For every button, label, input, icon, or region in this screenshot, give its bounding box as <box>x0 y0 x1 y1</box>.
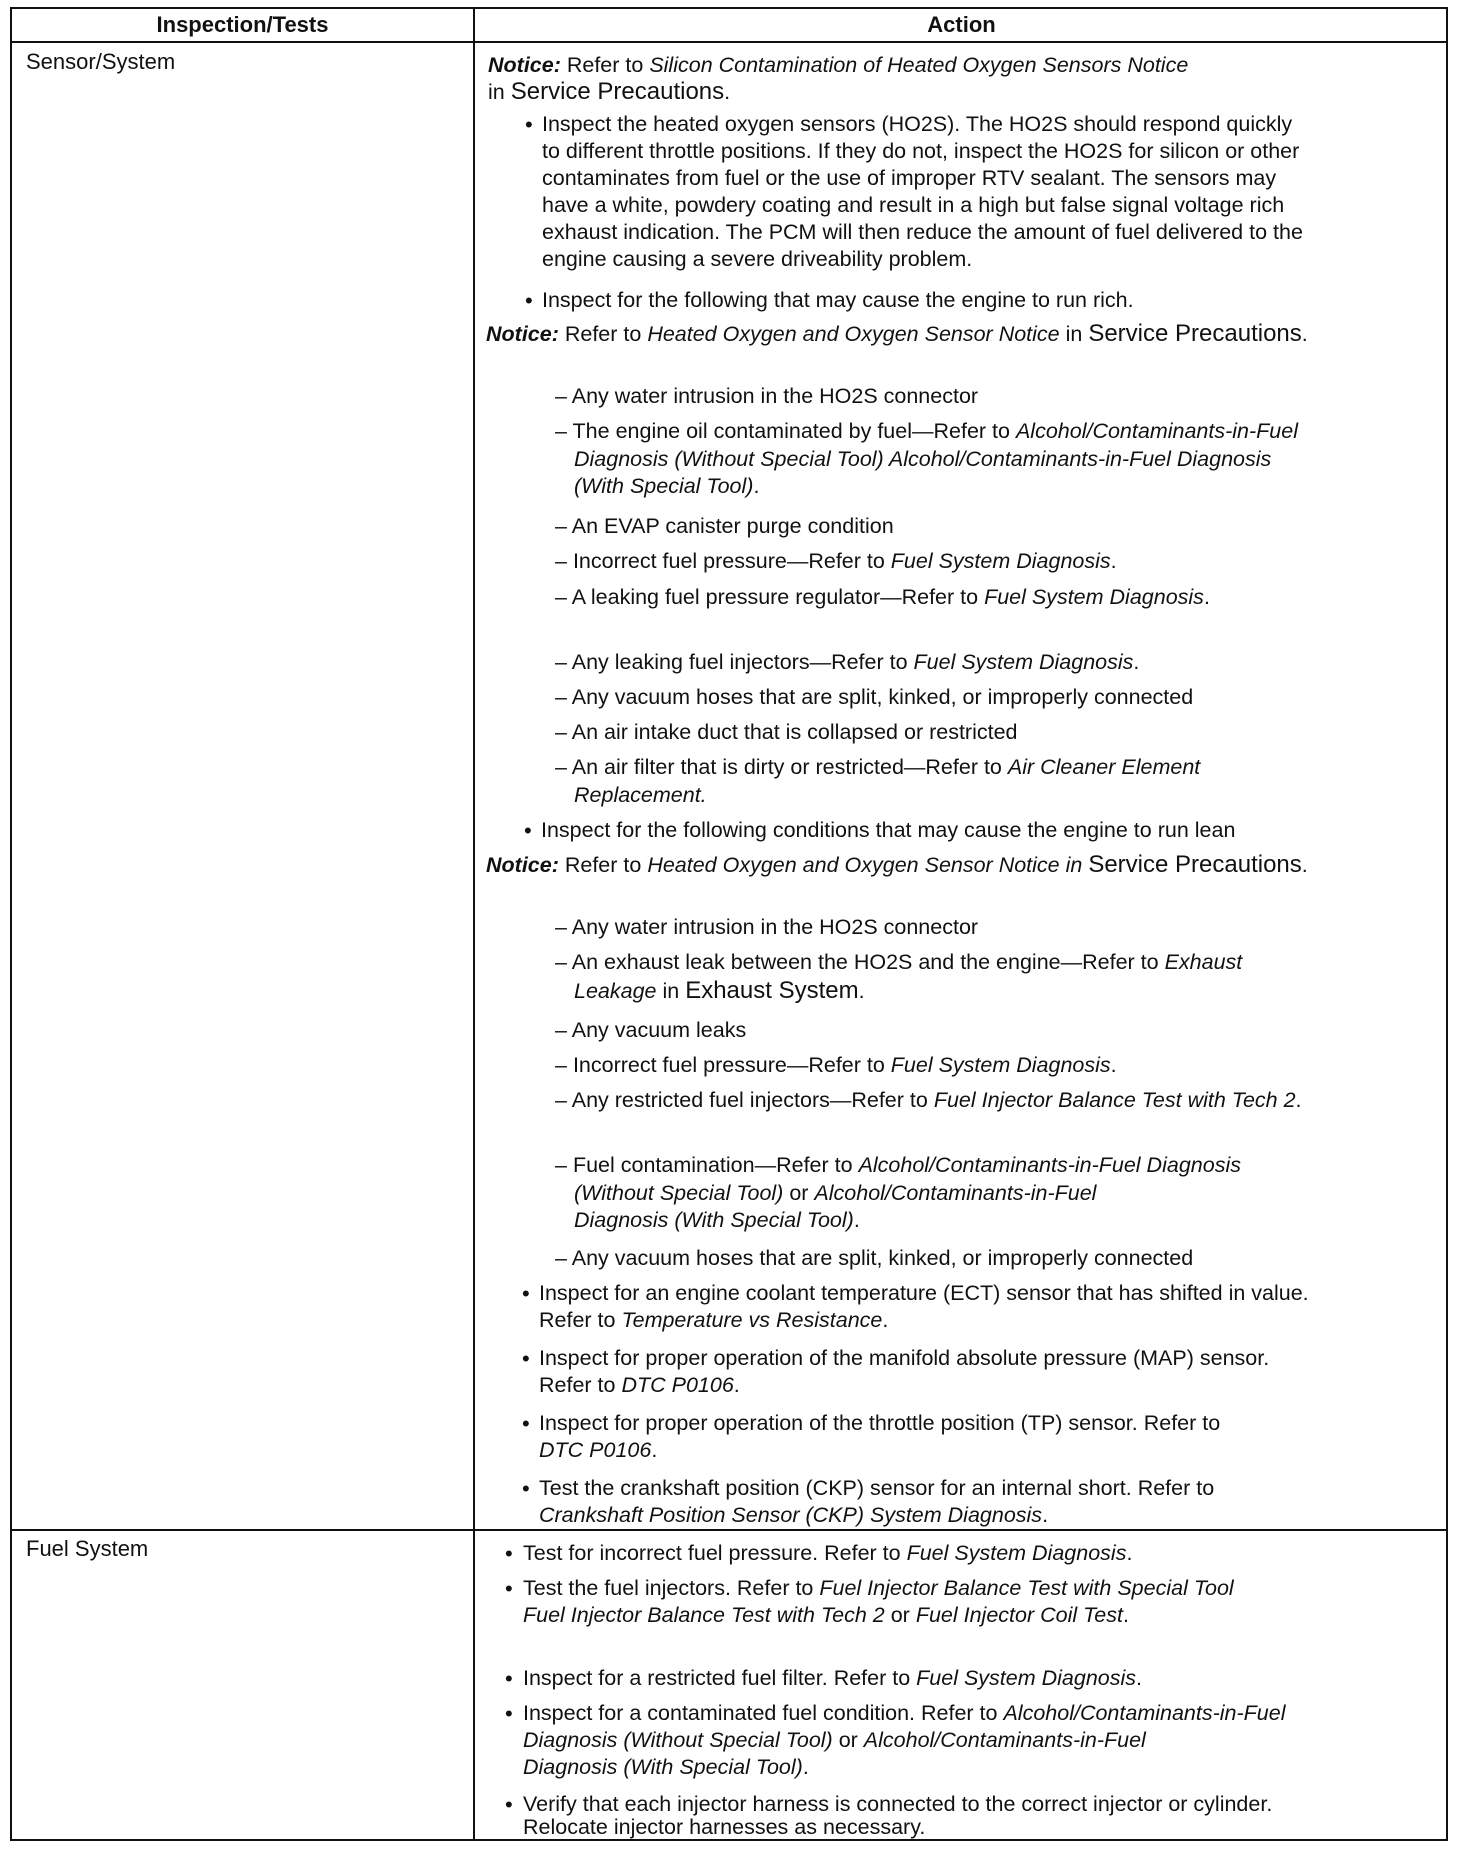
bullet-text: Inspect for a contaminated fuel condition. Refer to Alcohol/Contaminants-in-Fuel <box>523 1701 1286 1725</box>
dash-item-cont: Leakage in Exhaust System. <box>574 977 865 1004</box>
bullet-icon: • <box>522 1281 530 1306</box>
bullet-text: Relocate injector harnesses as necessary. <box>523 1815 926 1839</box>
bullet-text: exhaust indication. The PCM will then reduce the amount of fuel delivered to the <box>542 220 1303 244</box>
bullet-text: Fuel Injector Balance Test with Tech 2 or Fuel Injector Coil Test. <box>523 1603 1129 1627</box>
bullet-text: Inspect for the following conditions that may cause the engine to run lean <box>541 818 1236 842</box>
bullet-text: Inspect for the following that may cause the engine to run rich. <box>542 288 1134 312</box>
dash-item: – Incorrect fuel pressure—Refer to Fuel System Diagnosis. <box>555 549 1117 573</box>
row-divider <box>12 1529 1446 1531</box>
bullet-text: Test the crankshaft position (CKP) sensor for an internal short. Refer to <box>539 1476 1215 1500</box>
dash-item: – An air filter that is dirty or restricted—Refer to Air Cleaner Element <box>555 755 1201 779</box>
notice-ho2s-rich: Notice: Refer to Heated Oxygen and Oxygen Sensor Notice in Service Precautions. <box>486 320 1308 347</box>
bullet-text: Inspect the heated oxygen sensors (HO2S). The HO2S should respond quickly <box>542 112 1293 136</box>
bullet-icon: • <box>505 1701 513 1726</box>
notice-silicon-cont: in Service Precautions. <box>488 78 731 105</box>
dash-item: – Any water intrusion in the HO2S connector <box>555 915 979 939</box>
dash-item: – A leaking fuel pressure regulator—Refer to Fuel System Diagnosis. <box>555 585 1210 609</box>
bullet-text: Test for incorrect fuel pressure. Refer to Fuel System Diagnosis. <box>523 1541 1133 1565</box>
bullet-text: Inspect for proper operation of the throttle position (TP) sensor. Refer to <box>539 1411 1221 1435</box>
bullet-icon: • <box>525 112 533 137</box>
bullet-text: have a white, powdery coating and result in a high but false signal voltage rich <box>542 193 1285 217</box>
dash-item-cont: Diagnosis (Without Special Tool) Alcohol/Contaminants-in-Fuel Diagnosis <box>574 447 1272 471</box>
bullet-icon: • <box>505 1576 513 1601</box>
dash-item: – An EVAP canister purge condition <box>555 514 894 538</box>
dash-item: – Incorrect fuel pressure—Refer to Fuel System Diagnosis. <box>555 1053 1117 1077</box>
dash-item: – Any vacuum hoses that are split, kinked, or improperly connected <box>555 1246 1194 1270</box>
bullet-icon: • <box>505 1541 513 1566</box>
dash-item-cont: (Without Special Tool) or Alcohol/Contaminants-in-Fuel <box>574 1181 1097 1205</box>
header-action: Action <box>927 12 996 37</box>
dash-item: – Any leaking fuel injectors—Refer to Fuel System Diagnosis. <box>555 650 1140 674</box>
bullet-icon: • <box>522 1411 530 1436</box>
bullet-text: Inspect for a restricted fuel filter. Refer to Fuel System Diagnosis. <box>523 1666 1143 1690</box>
bullet-text: Inspect for an engine coolant temperature (ECT) sensor that has shifted in value. <box>539 1281 1309 1305</box>
dash-item: – An air intake duct that is collapsed or restricted <box>555 720 1018 744</box>
bullet-icon: • <box>524 818 532 843</box>
bullet-icon: • <box>505 1666 513 1691</box>
bullet-text: Test the fuel injectors. Refer to Fuel Injector Balance Test with Special Tool <box>523 1576 1234 1600</box>
bullet-text: contaminates from fuel or the use of improper RTV sealant. The sensors may <box>542 166 1277 190</box>
notice-ho2s-lean: Notice: Refer to Heated Oxygen and Oxygen Sensor Notice in Service Precautions. <box>486 851 1308 878</box>
dash-item-cont: (With Special Tool). <box>574 474 760 498</box>
dash-item: – Any water intrusion in the HO2S connector <box>555 384 979 408</box>
bullet-text: Inspect for proper operation of the manifold absolute pressure (MAP) sensor. <box>539 1346 1270 1370</box>
bullet-text: engine causing a severe driveability problem. <box>542 247 973 271</box>
column-divider <box>473 9 475 1839</box>
bullet-text: Verify that each injector harness is connected to the correct injector or cylinder. <box>523 1792 1273 1816</box>
dash-item-cont: Replacement. <box>574 783 707 807</box>
bullet-icon: • <box>522 1346 530 1371</box>
bullet-icon: • <box>505 1792 513 1817</box>
bullet-text: Refer to Temperature vs Resistance. <box>539 1308 889 1332</box>
bullet-icon: • <box>522 1476 530 1501</box>
diagnostic-table <box>10 7 1448 1841</box>
notice-silicon: Notice: Refer to Silicon Contamination of Heated Oxygen Sensors Notice <box>488 53 1189 77</box>
bullet-text: Diagnosis (Without Special Tool) or Alcohol/Contaminants-in-Fuel <box>523 1728 1146 1752</box>
dash-item: – The engine oil contaminated by fuel—Refer to Alcohol/Contaminants-in-Fuel <box>555 419 1298 443</box>
topic-sensor-system: Sensor/System <box>26 49 176 74</box>
notice-label: Notice: <box>488 53 561 77</box>
dash-item: – Fuel contamination—Refer to Alcohol/Contaminants-in-Fuel Diagnosis <box>555 1153 1241 1177</box>
dash-item: – An exhaust leak between the HO2S and the engine—Refer to Exhaust <box>555 950 1243 974</box>
topic-fuel-system: Fuel System <box>26 1536 149 1561</box>
dash-item: – Any restricted fuel injectors—Refer to Fuel Injector Balance Test with Tech 2. <box>555 1088 1302 1112</box>
bullet-text: Refer to DTC P0106. <box>539 1373 740 1397</box>
dash-item: – Any vacuum leaks <box>555 1018 747 1042</box>
bullet-icon: • <box>525 288 533 313</box>
bullet-text: Diagnosis (With Special Tool). <box>523 1755 809 1779</box>
bullet-text: DTC P0106. <box>539 1438 658 1462</box>
header-divider <box>12 41 1446 43</box>
bullet-text: to different throttle positions. If they do not, inspect the HO2S for silicon or other <box>542 139 1300 163</box>
header-inspection-tests: Inspection/Tests <box>156 12 329 37</box>
dash-item-cont: Diagnosis (With Special Tool). <box>574 1208 860 1232</box>
dash-item: – Any vacuum hoses that are split, kinked, or improperly connected <box>555 685 1194 709</box>
bullet-text: Crankshaft Position Sensor (CKP) System Diagnosis. <box>539 1503 1049 1527</box>
